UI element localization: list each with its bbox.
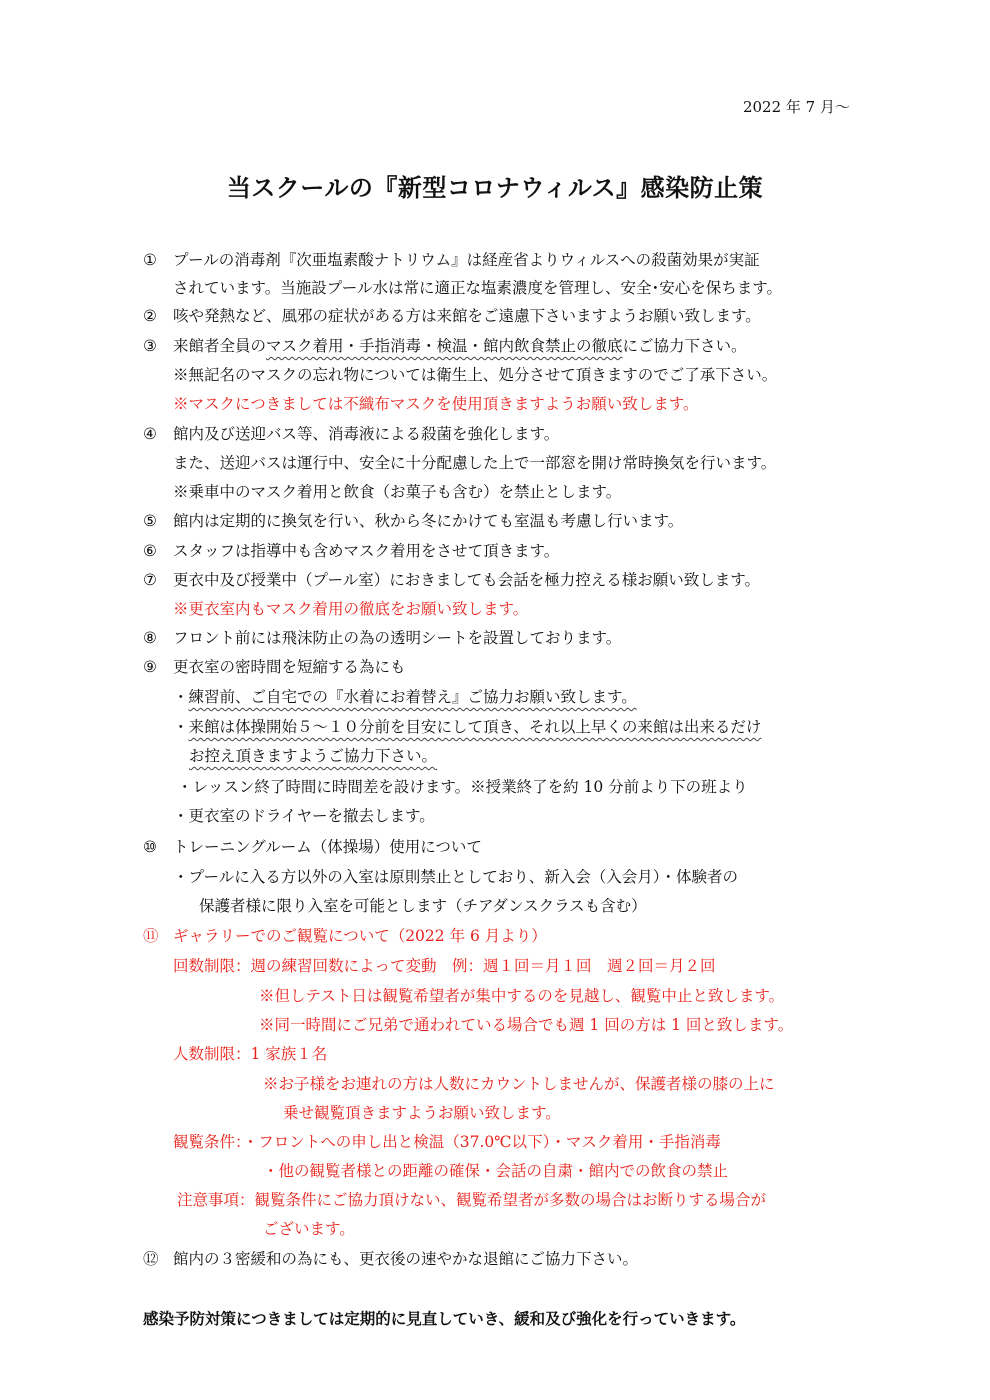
- gallery-conditions-2: ・他の観覧者様との距離の確保・会話の自粛・館内での飲食の禁止: [263, 1162, 729, 1180]
- item-9-bullet-2: [173, 716, 761, 738]
- item-1-line-2: されています。当施設プール水は常に適正な塩素濃度を管理し、安全･安心を保ちます。: [173, 279, 782, 297]
- bullet-dot: ・: [173, 718, 189, 736]
- item-3-line-1-emphasis: マスク着用・手指消毒・検温・館内飲食禁止の徹底: [266, 337, 623, 355]
- gallery-visit-note-2: ※同一時間にご兄弟で通われている場合でも週 1 回の方は 1 回と致します。: [259, 1016, 794, 1034]
- gallery-people-limit: 人数制限：1 家族１名: [173, 1045, 328, 1063]
- item-7-line-1: 更衣中及び授業中（プール室）におきましても会話を極力控える様お願い致します。: [173, 571, 760, 589]
- item-number-10: ⑩: [143, 838, 157, 856]
- item-7-line-2-notice: ※更衣室内もマスク着用の徹底をお願い致します。: [173, 600, 529, 618]
- item-9-bullet-1: [173, 686, 637, 708]
- gallery-visit-note-1: ※但しテスト日は観覧希望者が集中するのを見越し、観覧中止と致します。: [259, 987, 785, 1005]
- item-number-1: ①: [143, 251, 157, 269]
- item-9-bullet-4: ・更衣室のドライヤーを撤去します。: [173, 807, 435, 825]
- item-9-bullet-1-text: 練習前、ご自宅での『水着にお着替え』ご協力お願い致します。: [188, 688, 637, 706]
- item-number-8: ⑧: [143, 629, 157, 647]
- document-date: 2022 年 7 月～: [742, 98, 850, 116]
- item-number-9: ⑨: [143, 658, 157, 676]
- item-3-line-1-c: にご協力下さい。: [622, 337, 747, 355]
- gallery-visit-limit: 回数制限：週の練習回数によって変動 例：週１回＝月１回 週２回＝月２回: [173, 957, 716, 975]
- item-9-bullet-2-text-2: お控え頂きますようご協力下さい。: [189, 747, 438, 765]
- item-9-bullet-3: ・レッスン終了時間に時間差を設けます。※授業終了を約 10 分前より下の班より: [177, 778, 748, 796]
- item-10-line-1: トレーニングルーム（体操場）使用について: [173, 838, 482, 856]
- item-10-bullet-1-line-2: 保護者様に限り入室を可能とします（チアダンスクラスも含む）: [199, 897, 647, 915]
- item-3-line-2: ※無記名のマスクの忘れ物については衛生上、処分させて頂きますのでご了承下さい。: [173, 366, 778, 384]
- item-number-4: ④: [143, 425, 157, 443]
- gallery-caution-1: 注意事項：観覧条件にご協力頂けない、観覧希望者が多数の場合はお断りする場合が: [177, 1191, 767, 1209]
- gallery-caution-2: ございます。: [263, 1220, 355, 1238]
- gallery-people-note-1: ※お子様をお連れの方は人数にカウントしませんが、保護者様の膝の上に: [263, 1075, 775, 1093]
- item-number-7: ⑦: [143, 571, 157, 589]
- item-2-line-1: 咳や発熱など、風邪の症状がある方は来館をご遠慮下さいますようお願い致します。: [173, 307, 761, 325]
- item-3-line-1-a: 来館者全員の: [173, 337, 267, 355]
- gallery-people-note-2: 乗せ観覧頂きますようお願い致します。: [283, 1104, 561, 1122]
- footer-note: 感染予防対策につきましては定期的に見直していき、緩和及び強化を行っていきます。: [143, 1309, 746, 1328]
- document-title: 当スクールの『新型コロナウィルス』感染防止策: [226, 173, 764, 202]
- item-1-line-1: プールの消毒剤『次亜塩素酸ナトリウム』は経産省よりウィルスへの殺菌効果が実証: [173, 251, 760, 269]
- item-number-2: ②: [143, 307, 157, 325]
- item-number-5: ⑤: [143, 512, 157, 530]
- item-4-line-1: 館内及び送迎バス等、消毒液による殺菌を強化します。: [173, 425, 560, 443]
- item-6-line-1: スタッフは指導中も含めマスク着用をさせて頂きます。: [173, 542, 560, 560]
- item-12-line-1: 館内の３密緩和の為にも、更衣後の速やかな退館にご協力下さい。: [173, 1250, 639, 1268]
- item-5-line-1: 館内は定期的に換気を行い、秋から冬にかけても室温も考慮し行います。: [173, 512, 684, 530]
- item-3-line-3-notice: ※マスクにつきましては不織布マスクを使用頂きますようお願い致します。: [173, 395, 699, 413]
- item-9-bullet-2-line-2: [189, 745, 437, 767]
- item-4-line-3: ※乗車中のマスク着用と飲食（お菓子も含む）を禁止とします。: [173, 483, 622, 501]
- item-number-11: ⑪: [143, 927, 159, 945]
- item-number-3: ③: [143, 337, 157, 355]
- bullet-dot: ・: [173, 688, 189, 706]
- item-9-bullet-2-text: 来館は体操開始５～１０分前を目安にして頂き、それ以上早くの来館は出来るだけ: [188, 718, 762, 736]
- item-9-line-1: 更衣室の密時間を短縮する為にも: [173, 658, 406, 676]
- item-number-6: ⑥: [143, 542, 157, 560]
- item-4-line-2: また、送迎バスは運行中、安全に十分配慮した上で一部窓を開け常時換気を行います。: [173, 454, 777, 472]
- gallery-conditions-1: 観覧条件：・フロントへの申し出と検温（37.0℃以下）・マスク着用・手指消毒: [173, 1133, 721, 1151]
- item-10-bullet-1: ・プールに入る方以外の入室は原則禁止としており、新入会（入会月）・体験者の: [173, 868, 738, 886]
- item-8-line-1: フロント前には飛沫防止の為の透明シートを設置しております。: [173, 629, 622, 647]
- item-3-line-1: [173, 335, 747, 357]
- item-number-12: ⑫: [143, 1250, 159, 1268]
- item-11-line-1: ギャラリーでのご観覧について（2022 年 6 月より）: [173, 927, 547, 945]
